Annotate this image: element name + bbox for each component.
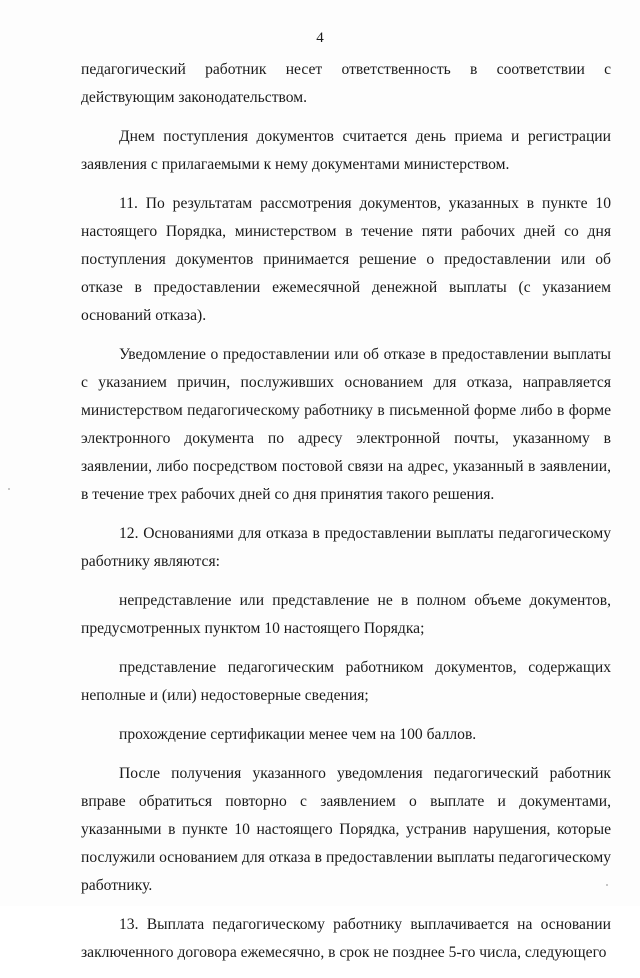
paragraph-refusal-ground-1: непредставление или представление не в полном объеме документов, предусмотренных пунктом 10 настоящего Порядка; [81, 592, 611, 637]
scan-speck [8, 488, 10, 490]
paragraph-item-11: 11. По результатам рассмотрения документов, указанных в пункте 10 настоящего Порядка, министерством в течение пяти рабочих дней со дня поступления документов принимается решение о предоставлении или об отказе в предоставлении ежемесячной денежной выплаты (с указанием оснований отказа). [81, 195, 611, 324]
paragraph-item-12: 12. Основаниями для отказа в предоставлении выплаты педагогическому работнику являются: [81, 525, 611, 570]
paragraph-refusal-ground-2: представление педагогическим работником документов, содержащих неполные и (или) недостоверные сведения; [81, 659, 611, 704]
paragraph-item-13: 13. Выплата педагогическому работнику выплачивается на основании заключенного договора ежемесячно, в срок не позднее 5-го числа, следующего [81, 916, 611, 961]
paragraph-notification: Уведомление о предоставлении или об отказе в предоставлении выплаты с указанием причин, послуживших основанием для отказа, направляется министерством педагогическому работнику в письменной форме либо в форме электронного документа по адресу электронной почты, указанному в заявлении, либо посредством постовой связи на адрес, указанный в заявлении, в течение трех рабочих дней со дня принятия такого решения. [81, 346, 611, 503]
paragraph-reapply: После получения указанного уведомления педагогический работник вправе обратиться повторно с заявлением о выплате и документами, указанными в пункте 10 настоящего Порядка, устранив нарушения, которые послужили основанием для отказа в предоставлении выплаты педагогическому работнику. [81, 765, 611, 894]
paragraph-refusal-ground-3: прохождение сертификации менее чем на 100 баллов. [119, 726, 477, 743]
paragraph-continuation: педагогический работник несет ответственность в соответствии с действующим законодательством. [81, 61, 611, 106]
document-body [81, 56, 611, 978]
paragraph-receipt-date: Днем поступления документов считается день приема и регистрации заявления с прилагаемыми к нему документами министерством. [81, 128, 611, 173]
scan-speck [606, 884, 608, 886]
page-number: 4 [316, 30, 324, 46]
